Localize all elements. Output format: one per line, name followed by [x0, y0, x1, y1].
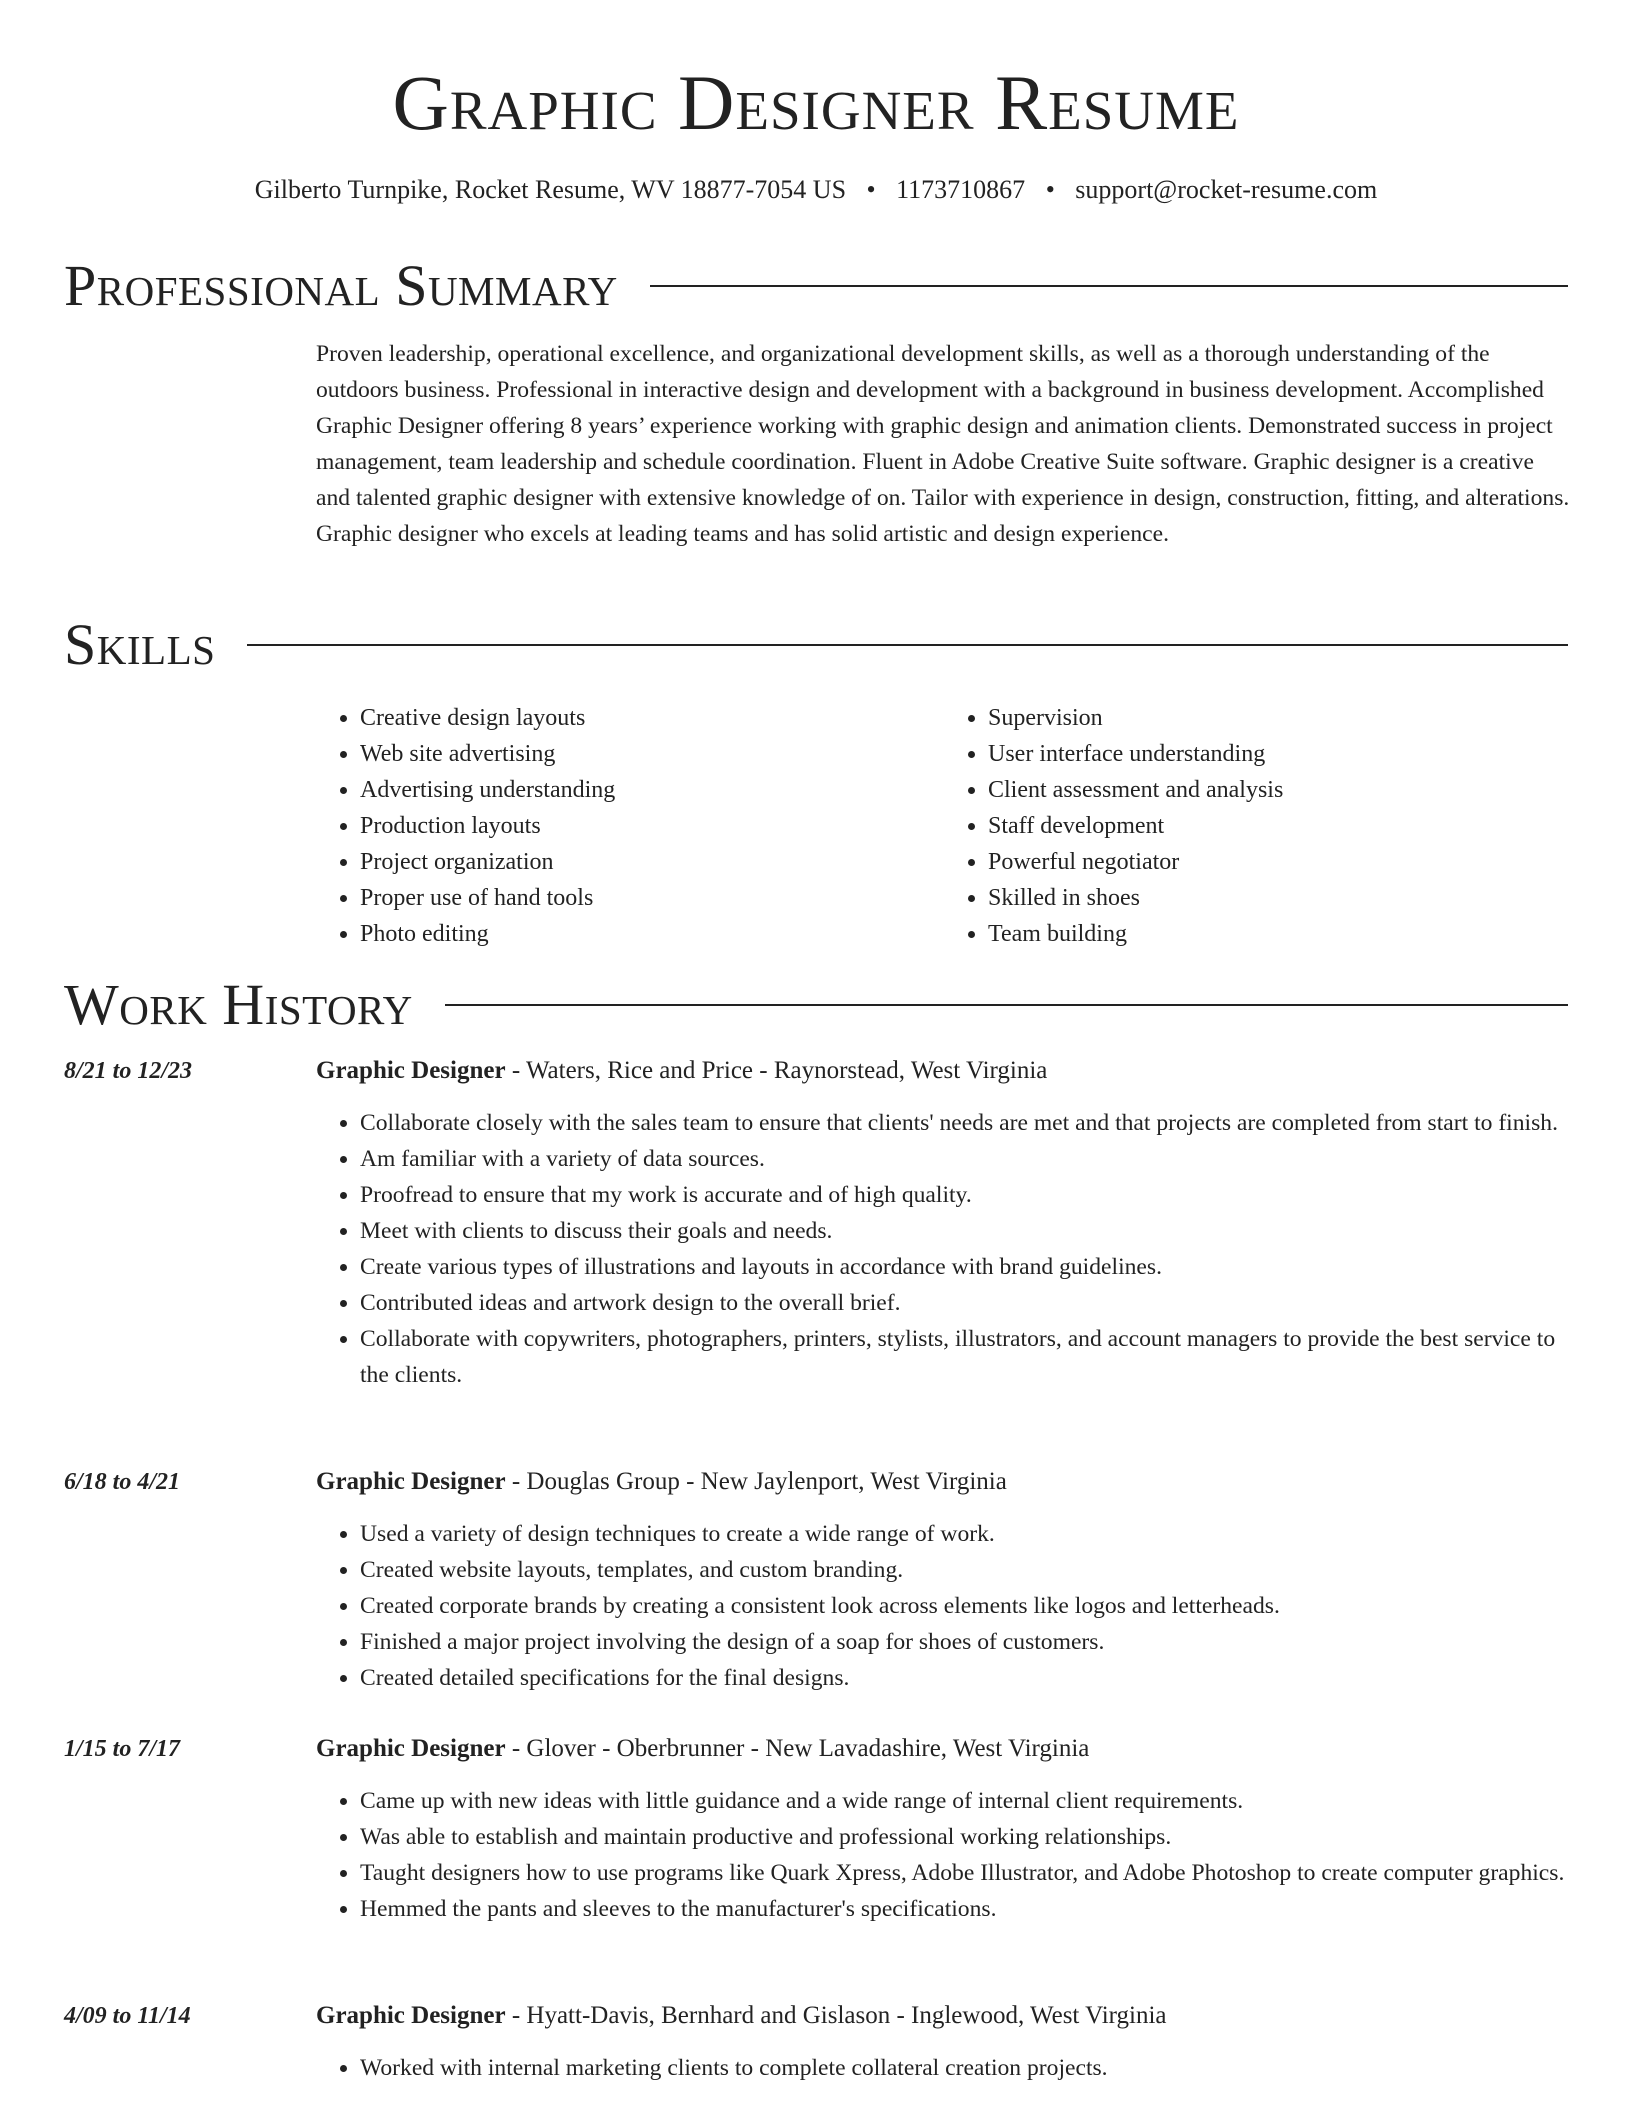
resume-title: Graphic Designer Resume: [392, 59, 1240, 146]
work-header: [316, 1464, 1572, 1500]
work-bullet: • Created detailed specifications for the final designs.: [360, 1660, 1572, 1696]
section-title-summary: Professional Summary: [64, 253, 618, 318]
contact-separator: •: [1045, 175, 1055, 204]
skill-item: • Team building: [988, 916, 1572, 952]
work-bullet: • Am familiar with a variety of data sources.: [360, 1141, 1572, 1177]
skill-item: • Proper use of hand tools: [360, 880, 944, 916]
work-job-title: Graphic Designer: [316, 1468, 506, 1495]
skills-column-left: [316, 700, 944, 952]
section-header-work-history: [64, 973, 1568, 1037]
work-bullet: • Used a variety of design techniques to create a wide range of work.: [360, 1516, 1572, 1552]
section-divider: [650, 285, 1568, 287]
work-bullet: • Created website layouts, templates, and custom branding.: [360, 1552, 1572, 1588]
skills-column-right: [944, 700, 1572, 952]
skill-item: • Photo editing: [360, 916, 944, 952]
work-job-title: Graphic Designer: [316, 1057, 506, 1084]
section-divider: [247, 644, 1568, 646]
contact-address: Gilberto Turnpike, Rocket Resume, WV 18877-7054 US: [254, 175, 847, 204]
work-bullet: • Taught designers how to use programs like Quark Xpress, Adobe Illustrator, and Adobe Photoshop to create computer graphics.: [360, 1855, 1572, 1891]
skill-item: • Skilled in shoes: [988, 880, 1572, 916]
skill-item: • Staff development: [988, 808, 1572, 844]
skill-item: • User interface understanding: [988, 736, 1572, 772]
skill-item: • Web site advertising: [360, 736, 944, 772]
section-title-work-history: Work History: [64, 972, 413, 1037]
work-bullets: [316, 1516, 1572, 1696]
work-header: [316, 1053, 1572, 1089]
work-employer-location: - Hyatt-Davis, Bernhard and Gislason - Inglewood, West Virginia: [505, 2002, 1167, 2029]
work-bullet: • Collaborate with copywriters, photographers, printers, stylists, illustrators, and account managers to provide the best service to the clients.: [360, 1321, 1572, 1393]
work-bullet: • Hemmed the pants and sleeves to the manufacturer's specifications.: [360, 1891, 1572, 1927]
skill-item: • Project organization: [360, 844, 944, 880]
work-bullets: [316, 2050, 1572, 2086]
skill-item: • Production layouts: [360, 808, 944, 844]
work-bullet: • Collaborate closely with the sales team to ensure that clients' needs are met and that projects are completed from start to finish.: [360, 1105, 1572, 1141]
work-dates: 1/15 to 7/17: [64, 1736, 181, 1762]
section-header-skills: [64, 613, 1568, 677]
skill-item: • Powerful negotiator: [988, 844, 1572, 880]
work-employer-location: - Glover - Oberbrunner - New Lavadashire, West Virginia: [505, 1735, 1090, 1762]
work-header: [316, 1731, 1572, 1767]
work-bullet: • Meet with clients to discuss their goals and needs.: [360, 1213, 1572, 1249]
summary-text: Proven leadership, operational excellence, and organizational development skills, as well as a thorough understanding of the outdoors business. Professional in interactive design and development with a background in business development. Accomplished Graphic Designer offering 8 years’ experience working with graphic design and animation clients. Demonstrated success in project management, team leadership and schedule coordination. Fluent in Adobe Creative Suite software. Graphic designer is a creative and talented graphic designer with extensive knowledge of on. Tailor with experience in design, construction, fitting, and alterations. Graphic designer who excels at leading teams and has solid artistic and design experience.: [316, 341, 1570, 547]
work-employer-location: - Douglas Group - New Jaylenport, West Virginia: [505, 1468, 1007, 1495]
work-bullet: • Worked with internal marketing clients to complete collateral creation projects.: [360, 2050, 1572, 2086]
contact-line: [0, 172, 1632, 208]
skill-item: • Creative design layouts: [360, 700, 944, 736]
work-bullets: [316, 1783, 1572, 1927]
work-bullets: [316, 1105, 1572, 1393]
work-bullet: • Contributed ideas and artwork design to the overall brief.: [360, 1285, 1572, 1321]
work-header: [316, 1998, 1572, 2034]
contact-separator: •: [866, 175, 876, 204]
work-dates: 8/21 to 12/23: [64, 1058, 193, 1084]
skill-item: • Advertising understanding: [360, 772, 944, 808]
skills-list: [316, 700, 1572, 952]
section-title-skills: Skills: [64, 612, 216, 677]
section-divider: [445, 1004, 1568, 1006]
work-bullet: • Proofread to ensure that my work is accurate and of high quality.: [360, 1177, 1572, 1213]
skill-item: • Client assessment and analysis: [988, 772, 1572, 808]
work-dates: 6/18 to 4/21: [64, 1469, 181, 1495]
work-bullet: • Came up with new ideas with little guidance and a wide range of internal client requirements.: [360, 1783, 1572, 1819]
work-bullet: • Finished a major project involving the design of a soap for shoes of customers.: [360, 1624, 1572, 1660]
contact-email: support@rocket-resume.com: [1075, 175, 1378, 204]
work-bullet: • Created corporate brands by creating a consistent look across elements like logos and letterheads.: [360, 1588, 1572, 1624]
work-job-title: Graphic Designer: [316, 1735, 506, 1762]
work-bullet: • Create various types of illustrations and layouts in accordance with brand guidelines.: [360, 1249, 1572, 1285]
skill-item: • Supervision: [988, 700, 1572, 736]
work-bullet: • Was able to establish and maintain productive and professional working relationships.: [360, 1819, 1572, 1855]
work-job-title: Graphic Designer: [316, 2002, 506, 2029]
section-header-summary: [64, 254, 1568, 318]
work-employer-location: - Waters, Rice and Price - Raynorstead, West Virginia: [505, 1057, 1048, 1084]
contact-phone: 1173710867: [896, 175, 1026, 204]
work-dates: 4/09 to 11/14: [64, 2003, 191, 2029]
